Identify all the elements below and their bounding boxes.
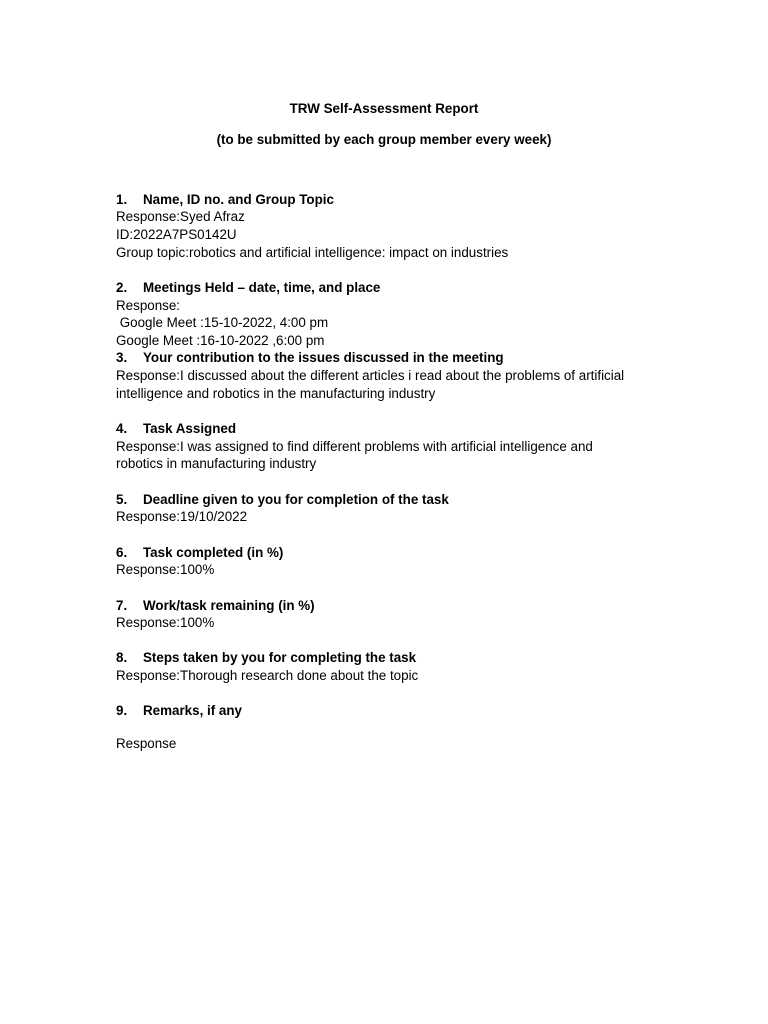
section-6-heading — [116, 544, 283, 561]
section-number: 2. — [116, 280, 128, 295]
section-2-line-1: Response: — [116, 298, 181, 313]
section-title: Remarks, if any — [143, 703, 242, 718]
section-title: Your contribution to the issues discussed in the meeting — [143, 350, 504, 365]
section-title: Work/task remaining (in %) — [143, 598, 315, 613]
section-4-line-1: Response:I was assigned to find different problems with artificial intelligence and — [116, 439, 593, 454]
section-number: 5. — [116, 492, 128, 507]
section-6-line-1: Response:100% — [116, 562, 215, 577]
section-title: Task Assigned — [143, 421, 237, 436]
section-1-line-2: ID:2022A7PS0142U — [116, 227, 237, 242]
section-2-line-2: Google Meet :15-10-2022, 4:00 pm — [116, 315, 329, 330]
section-7-heading — [116, 597, 315, 614]
section-8-heading — [116, 649, 416, 666]
section-3-line-2: intelligence and robotics in the manufacturing industry — [116, 386, 436, 401]
section-2-line-3: Google Meet :16-10-2022 ,6:00 pm — [116, 333, 325, 348]
section-title: Meetings Held – date, time, and place — [143, 280, 381, 295]
section-number: 9. — [116, 703, 128, 718]
section-1-line-3: Group topic:robotics and artificial intelligence: impact on industries — [116, 245, 509, 260]
section-3-line-1: Response:I discussed about the different articles i read about the problems of artificial — [116, 368, 625, 383]
section-8-line-1: Response:Thorough research done about the topic — [116, 668, 419, 683]
section-1-heading — [116, 191, 334, 208]
section-5-heading — [116, 491, 449, 508]
section-title: Deadline given to you for completion of the task — [143, 492, 449, 507]
document-title: TRW Self-Assessment Report — [289, 101, 479, 116]
document-subtitle: (to be submitted by each group member every week) — [216, 132, 552, 147]
section-number: 8. — [116, 650, 128, 665]
section-4-line-2: robotics in manufacturing industry — [116, 456, 317, 471]
section-title: Steps taken by you for completing the task — [143, 650, 417, 665]
section-title: Task completed (in %) — [143, 545, 284, 560]
section-number: 7. — [116, 598, 128, 613]
section-9-line-1: Response — [116, 736, 177, 751]
section-number: 3. — [116, 350, 128, 365]
section-number: 1. — [116, 192, 128, 207]
section-number: 6. — [116, 545, 128, 560]
section-9-heading — [116, 702, 242, 719]
section-2-heading — [116, 279, 380, 296]
section-3-heading — [116, 349, 504, 366]
section-number: 4. — [116, 421, 128, 436]
section-title: Name, ID no. and Group Topic — [143, 192, 334, 207]
section-5-line-1: Response:19/10/2022 — [116, 509, 248, 524]
section-4-heading — [116, 420, 236, 437]
section-7-line-1: Response:100% — [116, 615, 215, 630]
section-1-line-1: Response:Syed Afraz — [116, 209, 245, 224]
